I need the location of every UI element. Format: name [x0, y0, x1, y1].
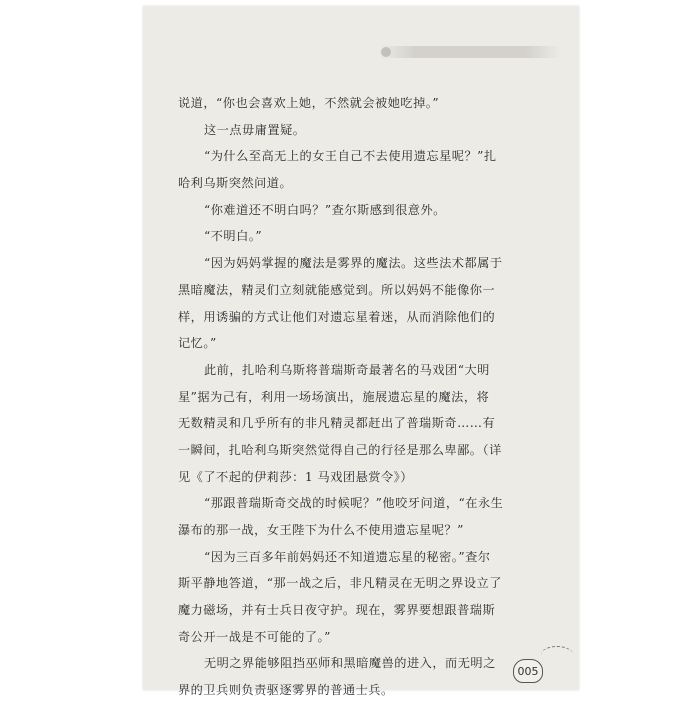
text-line: “不明白。”	[204, 229, 263, 244]
text-line: 一瞬间，扎哈利乌斯突然觉得自己的行径是那么卑鄙。（详	[178, 442, 502, 457]
text-line: “你难道还不明白吗？”查尔斯感到很意外。	[204, 202, 446, 217]
text-line: 这一点毋庸置疑。	[204, 122, 306, 137]
text-line: 无明之界能够阻挡巫师和黑暗魔兽的进入，而无明之	[204, 656, 496, 671]
text-line: 见《了不起的伊莉莎：1 马戏团悬赏令》）	[178, 469, 413, 484]
text-line: 样，用诱骗的方式让他们对遗忘星着迷，从而消除他们的	[178, 309, 496, 324]
text-line: 说道，“你也会喜欢上她，不然就会被她吃掉。”	[178, 96, 440, 110]
text-line: “因为妈妈掌握的魔法是雾界的魔法。这些法术都属于	[204, 256, 503, 271]
text-line: 界的卫兵则负责驱逐雾界的普通士兵。	[178, 683, 394, 698]
header-ornament-icon	[381, 47, 391, 57]
text-line: 斯平静地答道，“那一战之后，非凡精灵在无明之界设立了	[178, 576, 502, 591]
text-line: 记忆。”	[178, 336, 217, 351]
text-line: 魔力磁场，并有士兵日夜守护。现在，雾界要想跟普瑞斯	[178, 603, 496, 618]
text-line: 奇公开一战是不可能的了。”	[178, 629, 331, 644]
text-line: “为什么至高无上的女王自己不去使用遗忘星呢？”扎	[204, 149, 497, 164]
text-line: 黑暗魔法，精灵们立刻就能感觉到。所以妈妈不能像你一	[178, 282, 496, 297]
running-header-mark	[379, 46, 561, 58]
text-line: 此前，扎哈利乌斯将普瑞斯奇最著名的马戏团“大明	[204, 362, 490, 377]
page-number: 005	[513, 659, 543, 683]
text-line: “因为三百多年前妈妈还不知道遗忘星的秘密。”查尔	[204, 549, 491, 564]
text-line: 星”据为己有，利用一场场演出，施展遗忘星的魔法，将	[178, 389, 490, 404]
text-line: 哈利乌斯突然问道。	[178, 176, 293, 191]
page-decoration	[541, 646, 573, 663]
text-line: 瀑布的那一战，女王陛下为什么不使用遗忘星呢？”	[178, 523, 464, 537]
text-line: 无数精灵和几乎所有的非凡精灵都赶出了普瑞斯奇……有	[178, 416, 496, 431]
body-text	[178, 90, 548, 704]
text-line: “那跟普瑞斯奇交战的时候呢？”他咬牙问道，“在永生	[204, 496, 504, 511]
